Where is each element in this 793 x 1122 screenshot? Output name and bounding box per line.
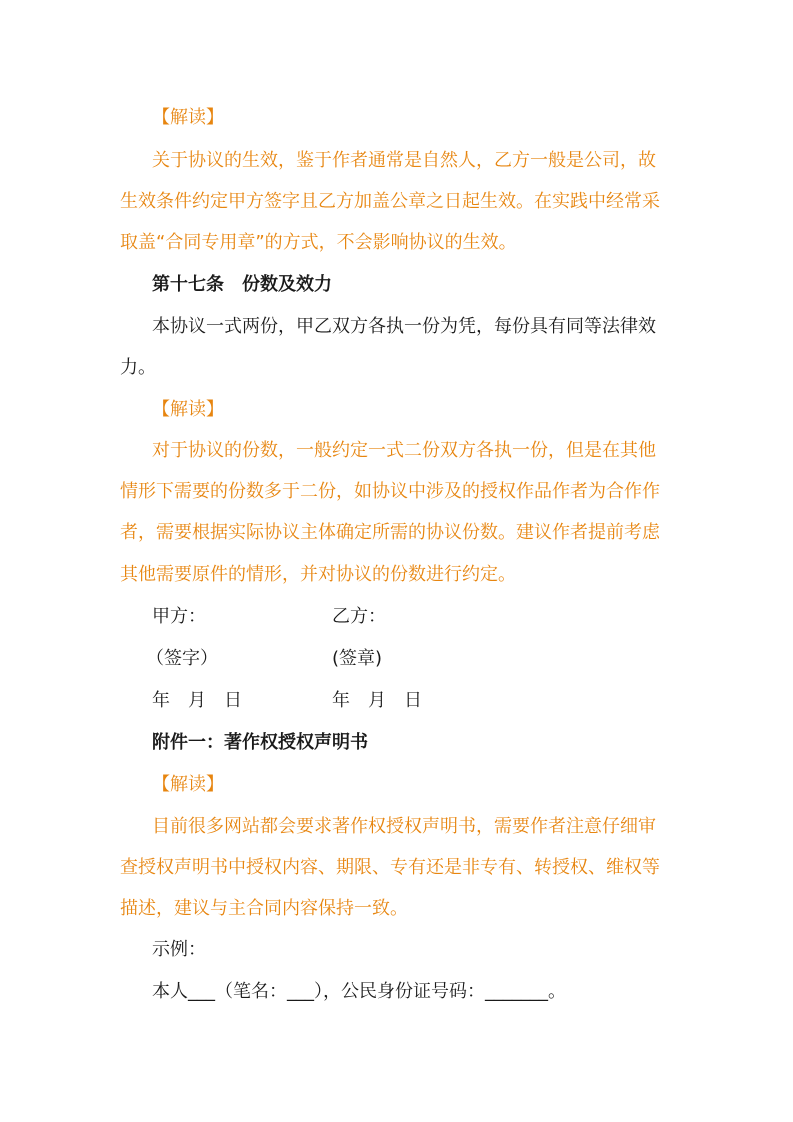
note2-line-4: 其他需要原件的情形，并对协议的份数进行约定。 [120, 564, 516, 585]
example-label: 示例： [152, 939, 206, 960]
note1-line-1: 关于协议的生效，鉴于作者通常是自然人，乙方一般是公司，故 [152, 150, 656, 171]
note1-line-2: 生效条件约定甲方签字且乙方加盖公章之日起生效。在实践中经常采 [120, 191, 660, 212]
article17-line-2: 力。 [120, 357, 156, 378]
article17-line-1: 本协议一式两份，甲乙双方各执一份为凭，每份具有同等法律效 [152, 316, 656, 337]
party-a-label: 甲方： [152, 606, 206, 627]
appendix-heading: 附件一：著作权授权声明书 [152, 732, 368, 753]
note3-label: 【解读】 [152, 774, 224, 795]
party-b-label: 乙方： [332, 606, 386, 627]
note2-line-2: 情形下需要的份数多于二份，如协议中涉及的授权作品作者为合作作 [120, 481, 660, 502]
note1-label: 【解读】 [152, 107, 224, 128]
article17-heading: 第十七条 份数及效力 [152, 274, 332, 295]
note1-line-3: 取盖“合同专用章”的方式，不会影响协议的生效。 [120, 232, 517, 253]
example-text: 本人___（笔名：___），公民身份证号码：_______。 [152, 981, 566, 1002]
note2-line-1: 对于协议的份数，一般约定一式二份双方各执一份，但是在其他 [152, 440, 656, 461]
party-a-sign: （签字） [146, 648, 218, 669]
party-b-sign: (签章) [332, 648, 383, 669]
note3-line-3: 描述，建议与主合同内容保持一致。 [120, 898, 408, 919]
party-a-date: 年 月 日 [152, 690, 242, 711]
note2-line-3: 者，需要根据实际协议主体确定所需的协议份数。建议作者提前考虑 [120, 522, 660, 543]
party-b-date: 年 月 日 [332, 690, 422, 711]
note3-line-2: 查授权声明书中授权内容、期限、专有还是非专有、转授权、维权等 [120, 857, 660, 878]
note3-line-1: 目前很多网站都会要求著作权授权声明书，需要作者注意仔细审 [152, 816, 656, 837]
note2-label: 【解读】 [152, 399, 224, 420]
